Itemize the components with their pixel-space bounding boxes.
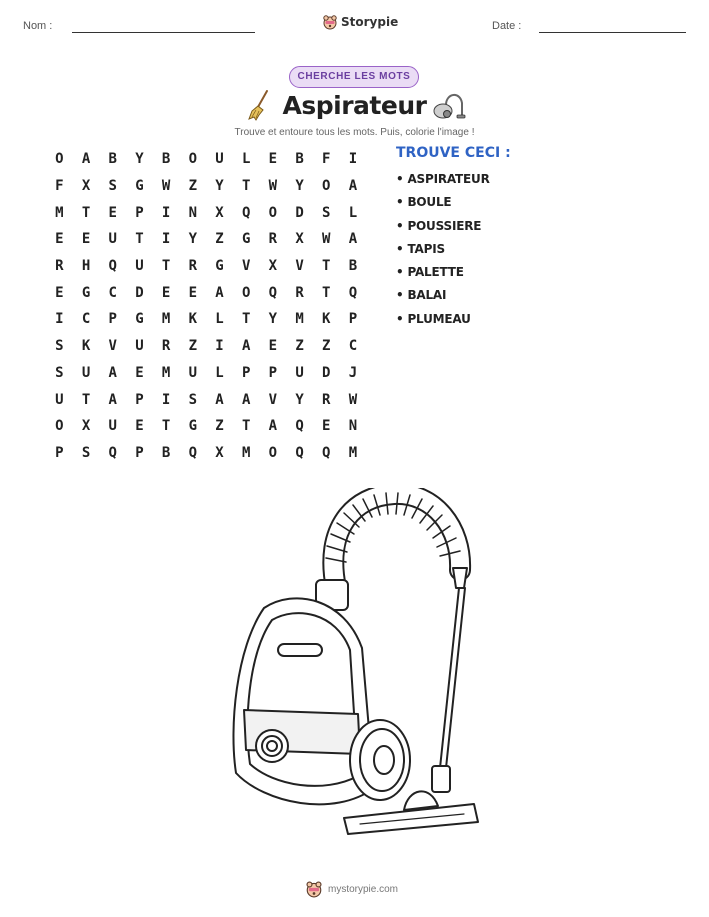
grid-cell[interactable]: R — [322, 391, 331, 408]
word-list-item: • ASPIRATEUR — [396, 172, 490, 195]
page-title: Aspirateur — [282, 91, 427, 120]
grid-cell[interactable]: G — [135, 311, 144, 328]
grid-cell[interactable]: Y — [135, 151, 144, 168]
grid-cell[interactable]: S — [188, 391, 197, 408]
grid-row — [46, 199, 366, 226]
activity-badge: CHERCHE LES MOTS — [289, 66, 419, 88]
grid-cell[interactable]: U — [215, 151, 224, 168]
grid-cell[interactable]: V — [295, 258, 304, 275]
word-search-grid — [46, 146, 366, 466]
grid-cell[interactable]: R — [268, 231, 278, 248]
vacuum-cleaner-icon — [432, 89, 466, 121]
grid-cell[interactable]: E — [135, 418, 144, 435]
grid-cell[interactable]: M — [55, 204, 64, 221]
grid-cell[interactable]: J — [348, 364, 358, 381]
grid-cell[interactable]: T — [135, 231, 144, 248]
word-list-title: TROUVE CECI : — [396, 145, 511, 161]
name-line — [72, 32, 255, 33]
grid-cell[interactable]: R — [295, 284, 304, 301]
grid-cell[interactable]: R — [188, 258, 197, 275]
word-list-item: • TAPIS — [396, 242, 490, 265]
grid-cell[interactable]: P — [135, 444, 144, 461]
name-label: Nom : — [23, 20, 53, 32]
grid-cell[interactable]: W — [268, 178, 278, 195]
grid-cell[interactable]: V — [241, 258, 251, 275]
date-label: Date : — [492, 20, 522, 32]
grid-cell[interactable]: M — [241, 444, 251, 461]
grid-cell[interactable]: O — [55, 418, 64, 435]
grid-cell[interactable]: Y — [188, 231, 197, 248]
grid-row — [46, 226, 366, 253]
grid-row — [46, 253, 366, 280]
grid-cell[interactable]: Z — [188, 338, 197, 355]
word-list-item: • PALETTE — [396, 265, 490, 288]
grid-cell[interactable]: T — [322, 284, 331, 301]
grid-cell[interactable]: D — [322, 364, 331, 381]
grid-row — [46, 306, 366, 333]
brand — [322, 14, 398, 30]
grid-cell[interactable]: P — [55, 444, 64, 461]
grid-cell[interactable]: U — [135, 338, 144, 355]
grid-cell[interactable]: G — [241, 231, 251, 248]
grid-cell[interactable]: G — [215, 258, 224, 275]
grid-cell[interactable]: X — [215, 204, 224, 221]
grid-cell[interactable]: A — [348, 231, 358, 248]
grid-cell[interactable]: E — [81, 231, 91, 248]
grid-cell[interactable]: O — [55, 151, 64, 168]
grid-cell[interactable]: L — [215, 364, 224, 381]
grid-cell[interactable]: Z — [188, 178, 197, 195]
grid-cell[interactable]: S — [81, 444, 91, 461]
grid-cell[interactable]: K — [81, 338, 91, 355]
grid-cell[interactable]: Q — [108, 258, 117, 275]
grid-cell[interactable]: M — [161, 364, 171, 381]
grid-cell[interactable]: W — [161, 178, 171, 195]
grid-cell[interactable]: C — [348, 338, 358, 355]
grid-cell[interactable]: Y — [215, 178, 224, 195]
grid-cell[interactable]: X — [215, 444, 224, 461]
grid-cell[interactable]: U — [55, 391, 64, 408]
grid-cell[interactable]: U — [295, 364, 304, 381]
grid-cell[interactable]: W — [322, 231, 331, 248]
grid-cell[interactable]: O — [322, 178, 331, 195]
grid-cell[interactable]: X — [295, 231, 304, 248]
grid-cell[interactable]: V — [268, 391, 278, 408]
grid-cell[interactable]: F — [322, 151, 331, 168]
grid-cell[interactable]: G — [81, 284, 91, 301]
grid-cell[interactable]: V — [108, 338, 117, 355]
grid-cell[interactable]: I — [55, 311, 64, 328]
grid-cell[interactable]: O — [268, 204, 278, 221]
grid-row — [46, 333, 366, 360]
grid-cell[interactable]: S — [55, 364, 64, 381]
grid-cell[interactable]: L — [348, 204, 358, 221]
grid-cell[interactable]: U — [81, 364, 91, 381]
grid-cell[interactable]: D — [135, 284, 144, 301]
grid-cell[interactable]: C — [108, 284, 117, 301]
grid-cell[interactable]: A — [81, 151, 91, 168]
grid-cell[interactable]: P — [348, 311, 358, 328]
grid-row — [46, 360, 366, 387]
grid-cell[interactable]: A — [215, 391, 224, 408]
grid-cell[interactable]: P — [241, 364, 251, 381]
footer — [305, 880, 398, 898]
grid-cell[interactable]: P — [135, 204, 144, 221]
grid-cell[interactable]: B — [348, 258, 358, 275]
grid-cell[interactable]: E — [322, 418, 331, 435]
grid-cell[interactable]: S — [108, 178, 117, 195]
grid-cell[interactable]: N — [188, 204, 197, 221]
grid-cell[interactable]: L — [215, 311, 224, 328]
grid-cell[interactable]: S — [322, 204, 331, 221]
grid-cell[interactable]: E — [135, 364, 144, 381]
grid-cell[interactable]: M — [295, 311, 304, 328]
grid-cell[interactable]: I — [161, 231, 171, 248]
grid-cell[interactable]: S — [55, 338, 64, 355]
grid-cell[interactable]: B — [108, 151, 117, 168]
grid-row — [46, 386, 366, 413]
grid-cell[interactable]: D — [295, 204, 304, 221]
grid-cell[interactable]: Z — [215, 231, 224, 248]
grid-cell[interactable]: Q — [295, 418, 304, 435]
word-list — [396, 172, 490, 335]
grid-cell[interactable]: T — [81, 204, 91, 221]
grid-cell[interactable]: Q — [241, 204, 251, 221]
vacuum-cleaner-illustration — [224, 488, 484, 848]
grid-cell[interactable]: U — [188, 364, 197, 381]
word-list-item: • PLUMEAU — [396, 312, 490, 335]
grid-cell[interactable]: P — [135, 391, 144, 408]
grid-cell[interactable]: I — [348, 151, 358, 168]
word-list-item: • BOULE — [396, 195, 490, 218]
storypie-logo-icon — [322, 14, 338, 30]
grid-cell[interactable]: E — [161, 284, 171, 301]
grid-row — [46, 146, 366, 173]
date-line — [539, 32, 686, 33]
grid-cell[interactable]: U — [108, 231, 117, 248]
word-list-item: • BALAI — [396, 288, 490, 311]
grid-cell[interactable]: T — [161, 258, 171, 275]
storypie-logo-icon — [305, 880, 323, 898]
grid-cell[interactable]: T — [241, 311, 251, 328]
grid-cell[interactable]: O — [188, 151, 197, 168]
grid-cell[interactable]: X — [81, 418, 91, 435]
grid-cell[interactable]: I — [161, 204, 171, 221]
grid-cell[interactable]: H — [81, 258, 91, 275]
grid-cell[interactable]: E — [268, 338, 278, 355]
grid-row — [46, 173, 366, 200]
footer-url: mystorypie.com — [328, 883, 399, 895]
grid-cell[interactable]: Q — [295, 444, 304, 461]
grid-cell[interactable]: T — [241, 178, 251, 195]
grid-cell[interactable]: A — [215, 284, 224, 301]
grid-cell[interactable]: A — [241, 391, 251, 408]
grid-cell[interactable]: P — [108, 311, 117, 328]
grid-cell[interactable]: E — [108, 204, 117, 221]
grid-cell[interactable]: M — [348, 444, 358, 461]
grid-cell[interactable]: U — [135, 258, 144, 275]
grid-cell[interactable]: A — [108, 364, 117, 381]
grid-cell[interactable]: P — [268, 364, 278, 381]
grid-cell[interactable]: G — [188, 418, 197, 435]
grid-cell[interactable]: T — [241, 418, 251, 435]
grid-cell[interactable]: A — [348, 178, 358, 195]
grid-cell[interactable]: Y — [268, 311, 278, 328]
grid-cell[interactable]: R — [161, 338, 171, 355]
grid-row — [46, 279, 366, 306]
grid-cell[interactable]: Y — [295, 391, 304, 408]
grid-cell[interactable]: U — [108, 418, 117, 435]
grid-cell[interactable]: O — [241, 284, 251, 301]
grid-cell[interactable]: A — [268, 418, 278, 435]
grid-cell[interactable]: W — [348, 391, 358, 408]
grid-cell[interactable]: B — [161, 151, 171, 168]
grid-cell[interactable]: Q — [108, 444, 117, 461]
grid-cell[interactable]: C — [81, 311, 91, 328]
grid-cell[interactable]: E — [55, 231, 64, 248]
grid-cell[interactable]: I — [161, 391, 171, 408]
grid-cell[interactable]: X — [81, 178, 91, 195]
grid-cell[interactable]: A — [108, 391, 117, 408]
grid-cell[interactable]: Q — [322, 444, 331, 461]
brand-name: Storypie — [341, 15, 399, 29]
grid-cell[interactable]: R — [55, 258, 64, 275]
instructions: Trouve et entoure tous les mots. Puis, colorie l'image ! — [234, 127, 475, 138]
grid-cell[interactable]: Q — [348, 284, 358, 301]
grid-cell[interactable]: K — [322, 311, 331, 328]
grid-cell[interactable]: Q — [188, 444, 197, 461]
grid-cell[interactable]: Q — [268, 284, 278, 301]
grid-cell[interactable]: Y — [295, 178, 304, 195]
grid-cell[interactable]: N — [348, 418, 358, 435]
grid-cell[interactable]: E — [268, 151, 278, 168]
grid-cell[interactable]: B — [161, 444, 171, 461]
grid-cell[interactable]: T — [322, 258, 331, 275]
grid-cell[interactable]: K — [188, 311, 197, 328]
grid-cell[interactable]: X — [268, 258, 278, 275]
grid-cell[interactable]: G — [135, 178, 144, 195]
grid-cell[interactable]: E — [188, 284, 197, 301]
grid-cell[interactable]: L — [241, 151, 251, 168]
word-list-item: • POUSSIERE — [396, 219, 490, 242]
grid-row — [46, 440, 366, 467]
grid-cell[interactable]: Z — [295, 338, 304, 355]
grid-cell[interactable]: M — [161, 311, 171, 328]
grid-cell[interactable]: T — [81, 391, 91, 408]
grid-cell[interactable]: O — [268, 444, 278, 461]
grid-cell[interactable]: T — [161, 418, 171, 435]
grid-cell[interactable]: F — [55, 178, 64, 195]
grid-cell[interactable]: Z — [215, 418, 224, 435]
grid-cell[interactable]: A — [241, 338, 251, 355]
grid-row — [46, 413, 366, 440]
grid-cell[interactable]: Z — [322, 338, 331, 355]
grid-cell[interactable]: E — [55, 284, 64, 301]
grid-cell[interactable]: I — [215, 338, 224, 355]
grid-cell[interactable]: B — [295, 151, 304, 168]
